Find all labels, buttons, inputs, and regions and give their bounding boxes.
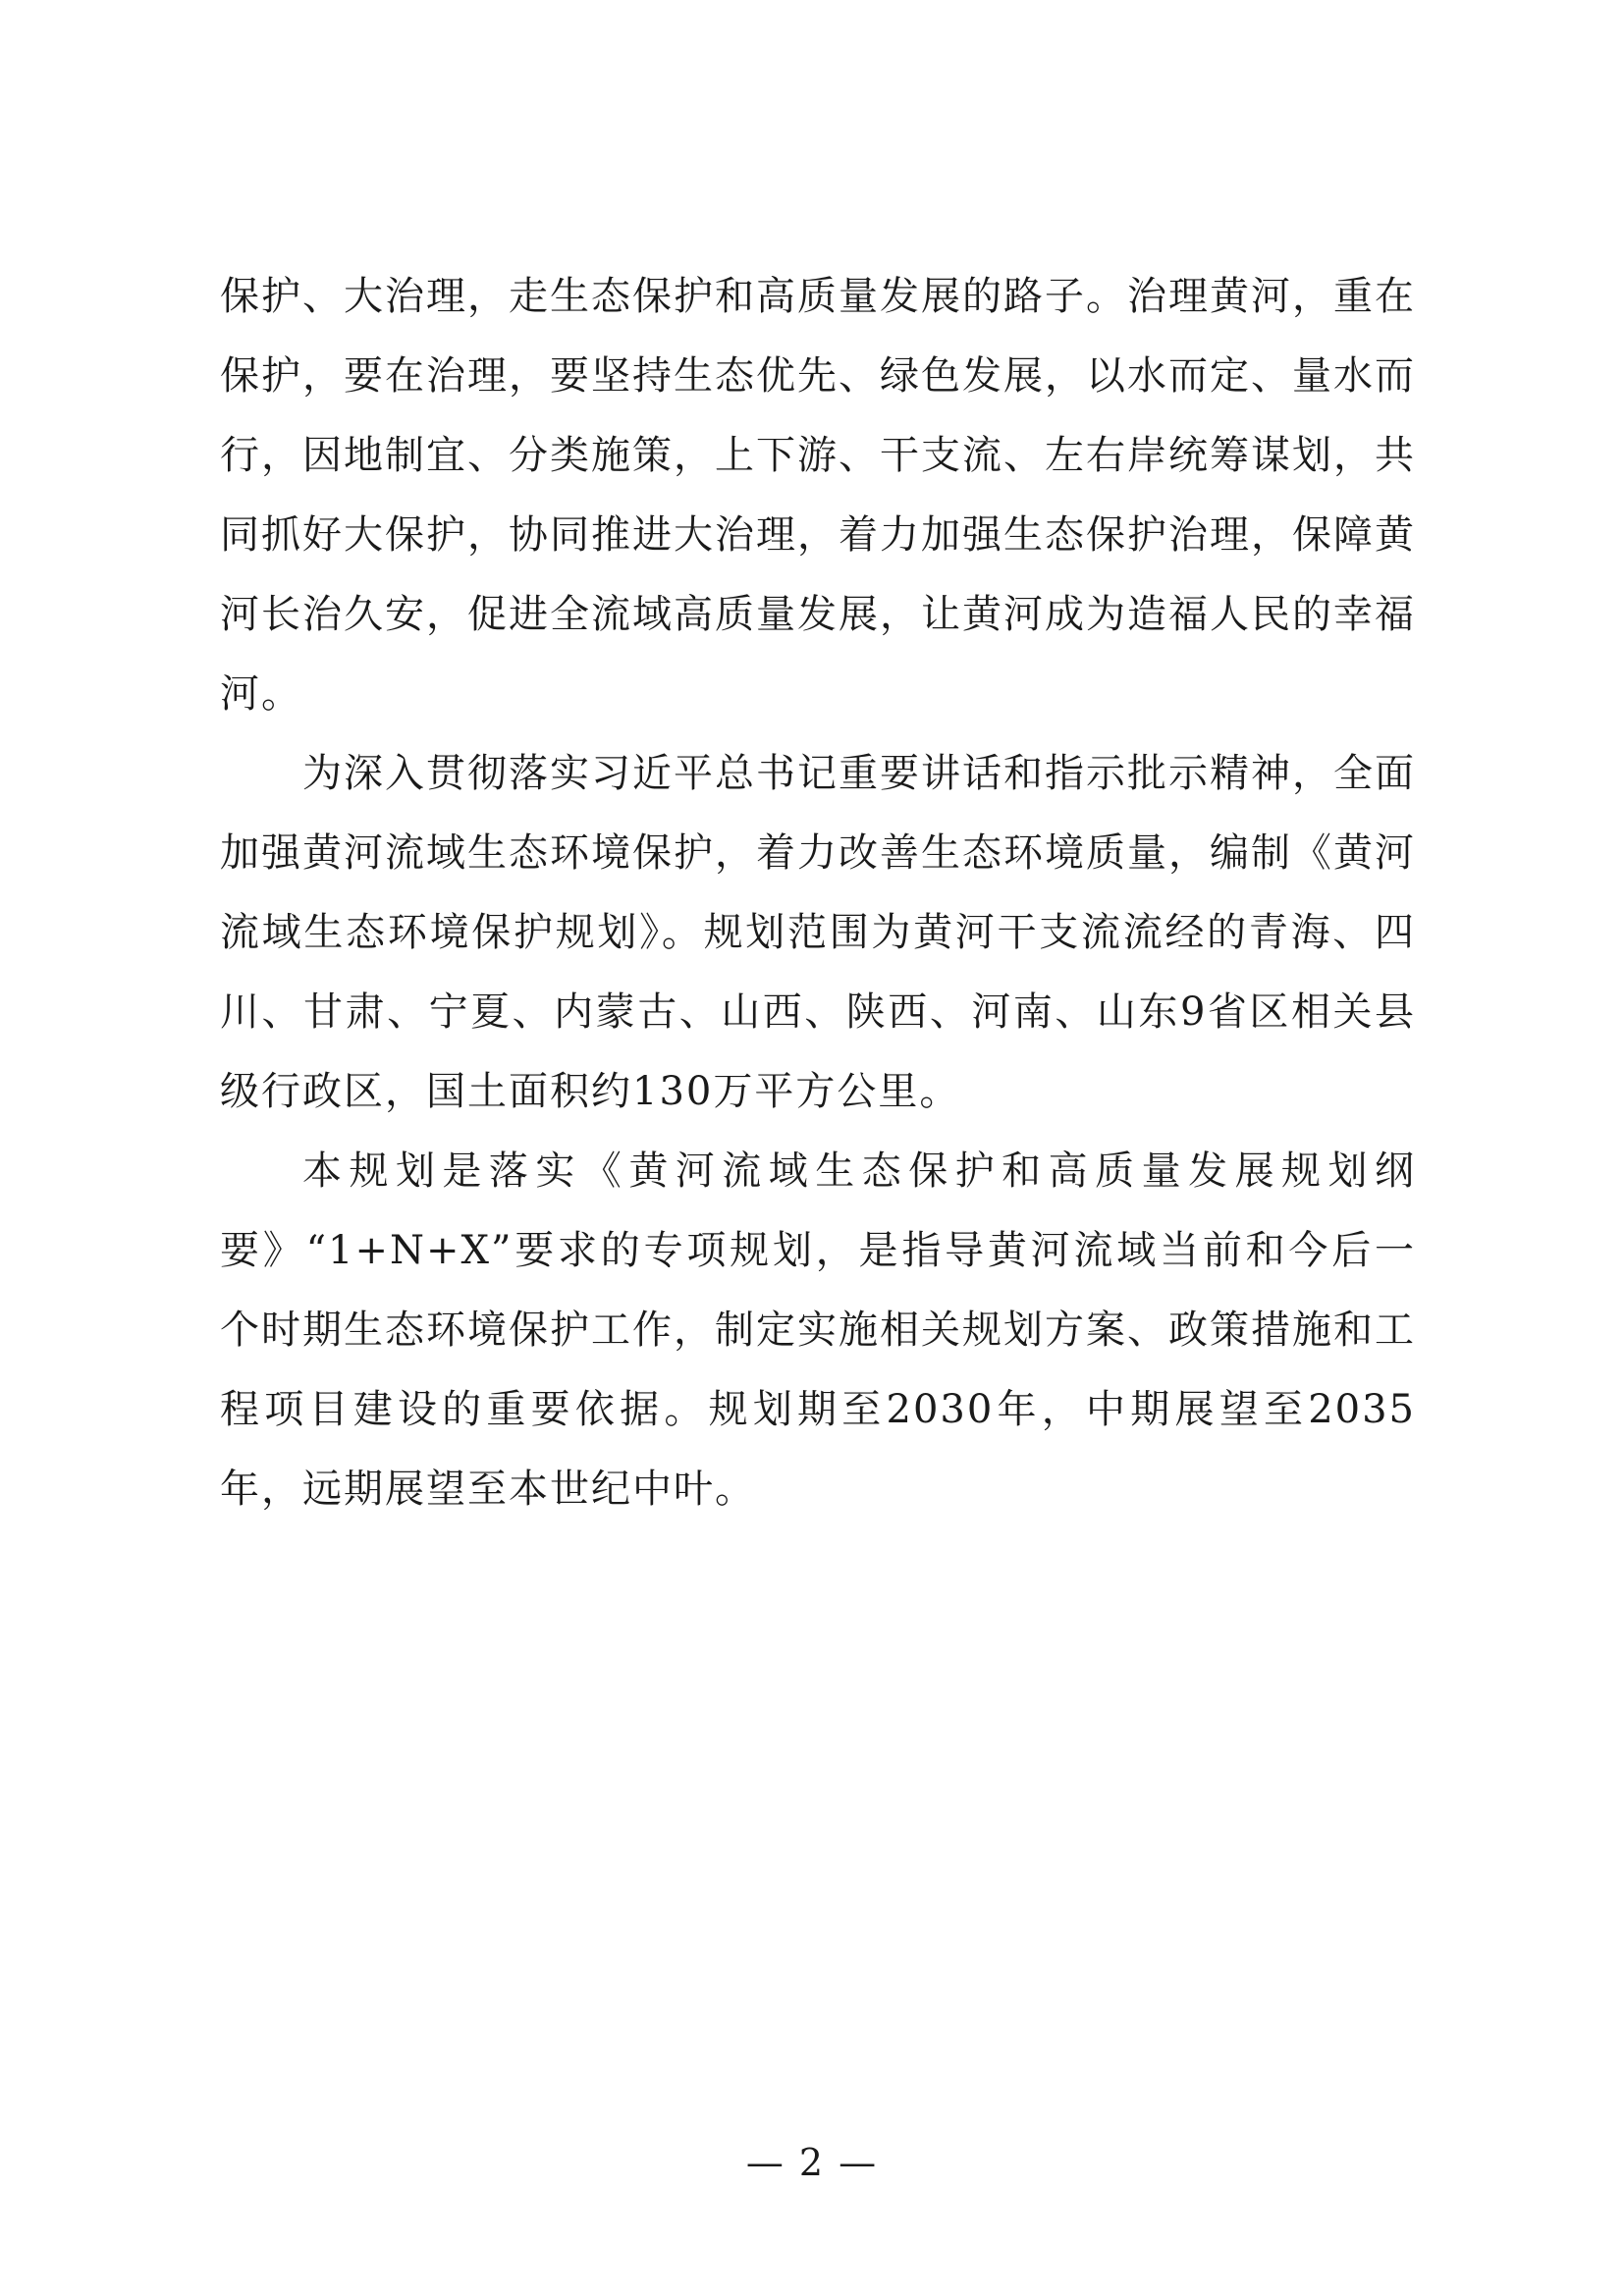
page-number: — 2 —	[745, 2141, 879, 2184]
paragraph-2: 为深入贯彻落实习近平总书记重要讲话和指示批示精神，全面加强黄河流域生态环境保护，着力改善生态环境质量，编制《黄河流域生态环境保护规划》。规划范围为黄河干支流流经的青海、四川、甘肃、宁夏、内蒙古、山西、陕西、河南、山东9省区相关县级行政区，国土面积约130万平方公里。	[220, 751, 1416, 1114]
paragraph-3: 本规划是落实《黄河流域生态保护和高质量发展规划纲要》“1+N+X”要求的专项规划，是指导黄河流域当前和今后一个时期生态环境保护工作，制定实施相关规划方案、政策措施和工程项目建设的重要依据。规划期至2030年，中期展望至2035年，远期展望至本世纪中叶。	[220, 1148, 1416, 1512]
body-text	[220, 257, 1416, 1529]
paragraph-1: 保护、大治理，走生态保护和高质量发展的路子。治理黄河，重在保护，要在治理，要坚持生态优先、绿色发展，以水而定、量水而行，因地制宜、分类施策，上下游、干支流、左右岸统筹谋划，共同抓好大保护，协同推进大治理，着力加强生态保护治理，保障黄河长治久安，促进全流域高质量发展，让黄河成为造福人民的幸福河。	[220, 274, 1416, 717]
